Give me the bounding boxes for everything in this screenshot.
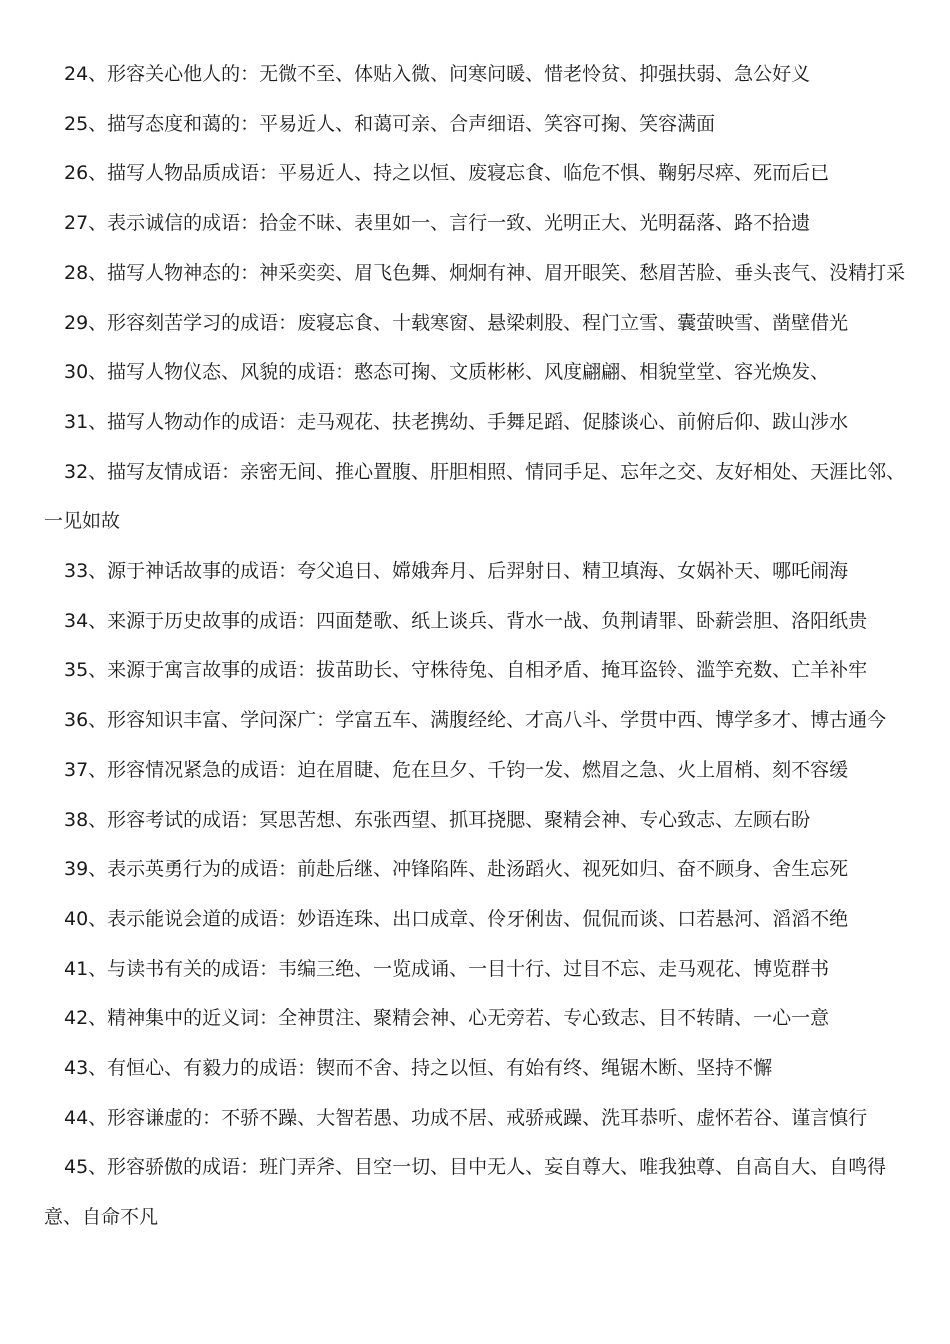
list-item-42: 42、精神集中的近义词：全神贯注、聚精会神、心无旁若、专心致志、目不转睛、一心一意 [64, 1007, 830, 1030]
list-item-38: 38、形容考试的成语：冥思苦想、东张西望、抓耳挠腮、聚精会神、专心致志、左顾右盼 [64, 808, 811, 831]
list-item-40: 40、表示能说会道的成语：妙语连珠、出口成章、伶牙俐齿、侃侃而谈、口若悬河、滔滔不绝 [64, 907, 849, 930]
list-item-33: 33、源于神话故事的成语：夸父追日、嫦娥奔月、后羿射日、精卫填海、女娲补天、哪吒闹海 [64, 560, 849, 583]
list-item-37: 37、形容情况紧急的成语：迫在眉睫、危在旦夕、千钧一发、燃眉之急、火上眉梢、刻不容缓 [64, 758, 849, 781]
list-item-32: 32、描写友情成语：亲密无间、推心置腹、肝胆相照、情同手足、忘年之交、友好相处、天涯比邻、一见如故 [44, 460, 906, 533]
list-item-27: 27、表示诚信的成语：拾金不昧、表里如一、言行一致、光明正大、光明磊落、路不拾遗 [64, 212, 811, 235]
list-item-41: 41、与读书有关的成语：韦编三绝、一览成诵、一目十行、过目不忘、走马观花、博览群书 [64, 957, 830, 980]
list-item-35: 35、来源于寓言故事的成语：拔苗助长、守株待兔、自相矛盾、掩耳盗铃、滥竽充数、亡羊补牢 [64, 659, 868, 682]
list-item-39: 39、表示英勇行为的成语：前赴后继、冲锋陷阵、赴汤蹈火、视死如归、奋不顾身、舍生忘死 [64, 858, 849, 881]
list-item-25: 25、描写态度和蔼的：平易近人、和蔼可亲、合声细语、笑容可掬、笑容满面 [64, 112, 716, 135]
list-item-44: 44、形容谦虚的：不骄不躁、大智若愚、功成不居、戒骄戒躁、洗耳恭听、虚怀若谷、谨言慎行 [64, 1106, 868, 1129]
list-item-24: 24、形容关心他人的：无微不至、体贴入微、问寒问暖、惜老怜贫、抑强扶弱、急公好义 [64, 63, 811, 85]
list-item-34: 34、来源于历史故事的成语：四面楚歌、纸上谈兵、背水一战、负荆请罪、卧薪尝胆、洛阳纸贵 [64, 609, 868, 632]
idiom-list [44, 50, 910, 1243]
list-item-36: 36、形容知识丰富、学问深广：学富五车、满腹经纶、才高八斗、学贯中西、博学多才、博古通今 [64, 709, 887, 732]
list-item-43: 43、有恒心、有毅力的成语：锲而不舍、持之以恒、有始有终、绳锯木断、坚持不懈 [64, 1057, 773, 1080]
list-item-26: 26、描写人物品质成语：平易近人、持之以恒、废寝忘食、临危不惧、鞠躬尽瘁、死而后已 [64, 162, 830, 185]
list-item-30: 30、描写人物仪态、风貌的成语：憨态可掬、文质彬彬、风度翩翩、相貌堂堂、容光焕发、 [64, 361, 830, 384]
list-item-31: 31、描写人物动作的成语：走马观花、扶老携幼、手舞足蹈、促膝谈心、前俯后仰、跋山涉水 [64, 410, 849, 433]
list-item-45: 45、形容骄傲的成语：班门弄斧、目空一切、目中无人、妄自尊大、唯我独尊、自高自大、自鸣得意、自命不凡 [44, 1156, 887, 1229]
list-item-28: 28、描写人物神态的：神采奕奕、眉飞色舞、炯炯有神、眉开眼笑、愁眉苦脸、垂头丧气、没精打采 [64, 261, 906, 284]
list-item-29: 29、形容刻苦学习的成语：废寝忘食、十载寒窗、悬梁刺股、程门立雪、囊萤映雪、凿壁借光 [64, 311, 849, 334]
